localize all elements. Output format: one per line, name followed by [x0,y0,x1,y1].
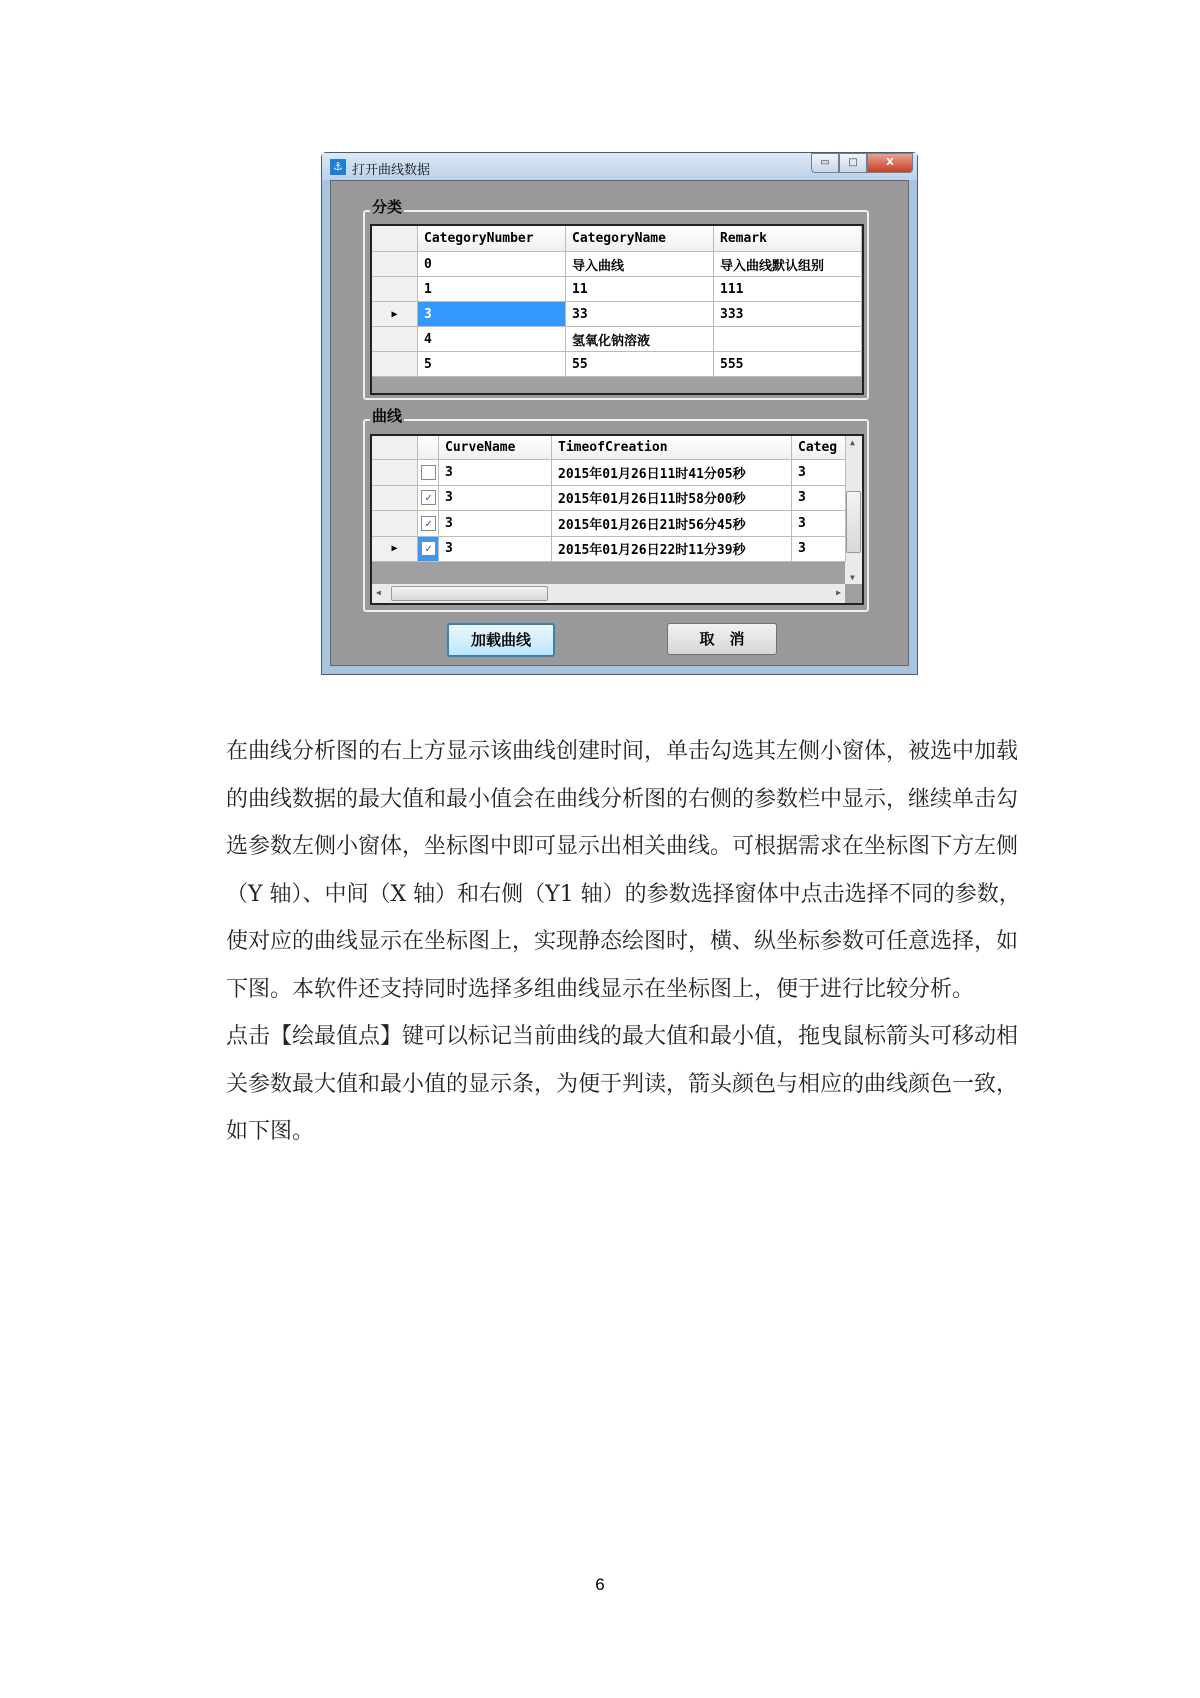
row-header [372,277,418,302]
category-number-cell: 4 [418,327,566,352]
time-of-creation-header: TimeofCreation [552,436,792,460]
horizontal-scroll-thumb[interactable] [391,586,548,601]
category-name-header: CategoryName [566,226,714,252]
category-name-cell: 导入曲线 [566,252,714,277]
row-header [372,352,418,377]
scroll-up-icon[interactable]: ▲ [850,438,855,447]
category-cell: 3 [792,537,846,563]
table-row[interactable] [372,460,846,486]
current-row-indicator-icon: ▶ [372,537,418,563]
remark-cell [714,327,862,352]
scroll-down-icon[interactable]: ▼ [850,573,855,582]
table-row[interactable] [372,537,846,563]
time-of-creation-cell: 2015年01月26日22时11分39秒 [552,537,792,563]
load-curve-button[interactable]: 加载曲线 [447,623,555,657]
row-header [372,252,418,277]
current-row-indicator-icon: ▶ [372,302,418,327]
category-grid [370,224,864,395]
time-of-creation-cell: 2015年01月26日11时58分00秒 [552,486,792,512]
remark-cell: 333 [714,302,862,327]
time-of-creation-cell: 2015年01月26日21时56分45秒 [552,511,792,537]
horizontal-scrollbar[interactable] [372,584,845,603]
page-number: 6 [595,1575,605,1594]
row-header [372,327,418,352]
table-row[interactable] [372,327,862,352]
category-number-cell: 0 [418,252,566,277]
curve-name-cell: 3 [439,460,552,486]
time-of-creation-cell: 2015年01月26日11时41分05秒 [552,460,792,486]
checkbox-cell [418,537,439,563]
table-row[interactable] [372,252,862,277]
vertical-scrollbar[interactable] [845,436,862,584]
curve-select-checkbox[interactable] [421,465,436,480]
remark-cell: 111 [714,277,862,302]
category-number-header: CategoryNumber [418,226,566,252]
category-number-cell: 5 [418,352,566,377]
category-name-cell: 11 [566,277,714,302]
category-cell: 3 [792,460,846,486]
curve-grid-header [372,436,846,460]
table-row[interactable] [372,277,862,302]
curve-name-header: CurveName [439,436,552,460]
maximize-button[interactable]: □ [839,153,867,173]
paragraph-1: 在曲线分析图的右上方显示该曲线创建时间，单击勾选其左侧小窗体，被选中加载的曲线数据的最大值和最小值会在曲线分析图的右侧的参数栏中显示，继续单击勾选参数左侧小窗体，坐标图中即可显示出相关曲线。可根据需求在坐标图下方左侧（Y 轴）、中间（X 轴）和右侧（Y1 轴）的参数选择窗体中点击选择不同的参数，使对应的曲线显示在坐标图上，实现静态绘图时，横、纵坐标参数可任意选择，如下图。本软件还支持同时选择多组曲线显示在坐标图上，便于进行比较分析。 [226,739,1021,1002]
category-number-cell: 1 [418,277,566,302]
category-name-cell: 55 [566,352,714,377]
category-number-cell: 3 [418,302,566,327]
table-row[interactable] [372,511,846,537]
category-name-cell: 33 [566,302,714,327]
curve-group-label: 曲线 [372,407,403,425]
table-row[interactable] [372,302,862,327]
cancel-button[interactable]: 取 消 [667,623,777,655]
open-curve-data-dialog [321,152,918,675]
minimize-button[interactable]: ▭ [811,153,839,173]
checkbox-cell [418,511,439,537]
curve-name-cell: 3 [439,511,552,537]
curve-name-cell: 3 [439,486,552,512]
curve-select-checkbox[interactable]: ✓ [421,541,436,556]
dialog-title: 打开曲线数据 [352,163,431,178]
category-cell: 3 [792,511,846,537]
remark-cell: 导入曲线默认组别 [714,252,862,277]
category-name-cell: 氢氧化钠溶液 [566,327,714,352]
checkbox-cell [418,460,439,486]
checkbox-column-header [418,436,439,460]
curve-select-checkbox[interactable]: ✓ [421,516,436,531]
remark-header: Remark [714,226,862,252]
scroll-left-icon[interactable]: ◀ [376,588,381,597]
category-grid-header [372,226,862,252]
row-header [372,511,418,537]
remark-cell: 555 [714,352,862,377]
table-row[interactable] [372,486,846,512]
scroll-right-icon[interactable]: ▶ [836,588,841,597]
row-header [372,486,418,512]
title-bar [322,153,917,180]
row-header-corner [372,436,418,460]
vertical-scroll-thumb[interactable] [846,491,861,553]
category-group-label: 分类 [372,198,403,216]
row-header [372,460,418,486]
row-header-corner [372,226,418,252]
curve-select-checkbox[interactable]: ✓ [421,490,436,505]
paragraph-2: 点击【绘最值点】键可以标记当前曲线的最大值和最小值，拖曳鼠标箭头可移动相关参数最大值和最小值的显示条，为便于判读，箭头颜色与相应的曲线颜色一致，如下图。 [226,1024,1019,1144]
app-icon: ⚓ [330,159,346,175]
table-row[interactable] [372,352,862,377]
category-cell: 3 [792,486,846,512]
body-text [226,728,1026,1156]
category-header: Categ [792,436,846,460]
curve-grid [370,434,864,605]
checkbox-cell [418,486,439,512]
curve-name-cell: 3 [439,537,552,563]
close-button[interactable]: X [867,153,913,173]
